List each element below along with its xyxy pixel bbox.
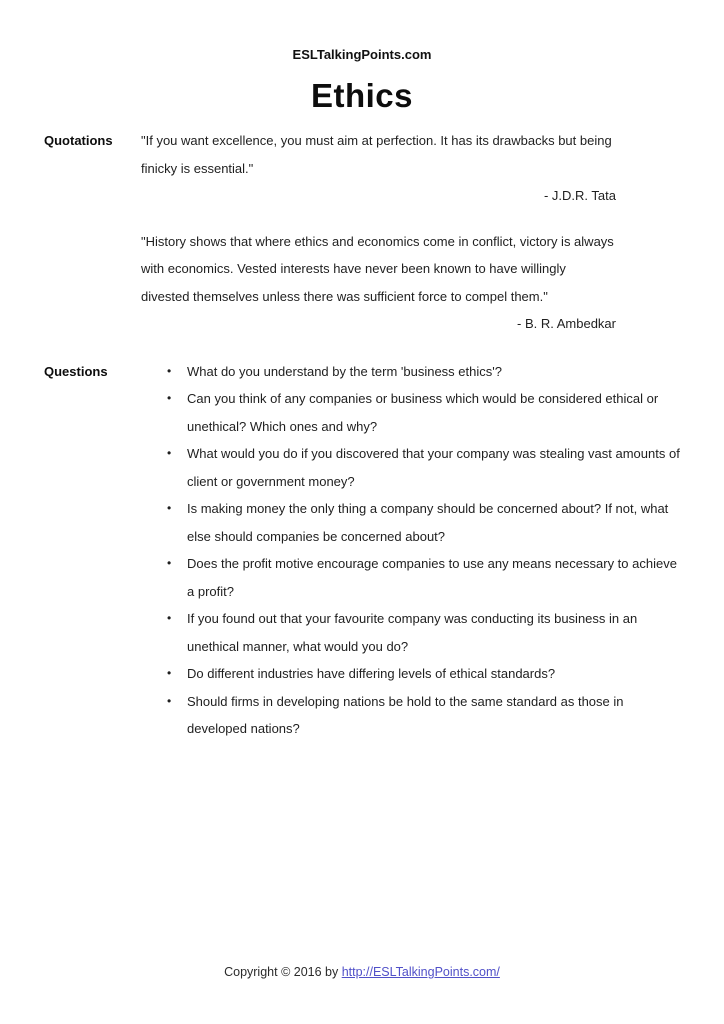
bullet-icon: •	[167, 391, 172, 405]
quotation-attribution: - J.D.R. Tata	[543, 188, 616, 203]
bullet-icon: •	[167, 446, 172, 460]
bullet-icon: •	[167, 363, 172, 378]
question-item	[141, 385, 681, 440]
question-text: Should firms in developing nations be hold to the same standard as those in developed nations?	[187, 693, 624, 736]
question-item	[141, 358, 681, 386]
page-footer	[0, 963, 724, 981]
questions-section	[44, 358, 724, 743]
question-item	[141, 495, 681, 550]
bullet-icon: •	[167, 556, 172, 570]
quotation-item	[141, 228, 724, 338]
question-list	[141, 358, 724, 743]
questions-label: Questions	[44, 363, 108, 379]
bullet-icon: •	[167, 611, 172, 625]
quotation-text: "History shows that where ethics and economics come in conflict, victory is always with economics. Vested interests have never been known to have willingly divested themselves unless there was sufficient force to compel them."	[141, 233, 614, 304]
bullet-icon: •	[167, 501, 172, 515]
question-text: What do you understand by the term 'business ethics'?	[187, 363, 502, 379]
quotation-item	[141, 127, 724, 210]
bullet-icon: •	[167, 666, 172, 680]
question-item	[141, 605, 681, 660]
quotations-section	[44, 127, 724, 338]
quotation-text: "If you want excellence, you must aim at perfection. It has its drawbacks but being finicky is essential."	[141, 133, 612, 176]
question-item	[141, 688, 681, 743]
question-item	[141, 660, 681, 688]
question-text: Do different industries have differing levels of ethical standards?	[187, 666, 556, 681]
question-text: Is making money the only thing a company should be concerned about? If not, what else should companies be concerned about?	[187, 501, 669, 544]
question-item	[141, 550, 681, 605]
question-text: What would you do if you discovered that your company was stealing vast amounts of client or government money?	[187, 446, 680, 489]
quotation-attribution: - B. R. Ambedkar	[517, 316, 616, 331]
copyright-text: Copyright © 2016 by	[224, 965, 342, 979]
quotations-label: Quotations	[44, 133, 113, 148]
question-text: Does the profit motive encourage companies to use any means necessary to achieve a profit?	[187, 556, 677, 599]
site-name: ESLTalkingPoints.com	[292, 47, 432, 62]
question-text: If you found out that your favourite company was conducting its business in an unethical manner, what would you do?	[187, 611, 638, 654]
footer-link[interactable]: http://ESLTalkingPoints.com/	[341, 965, 500, 979]
page-title: Ethics	[310, 77, 414, 114]
question-text: Can you think of any companies or business which would be considered ethical or unethical? Which ones and why?	[187, 391, 659, 434]
question-item	[141, 440, 681, 495]
bullet-icon: •	[167, 693, 172, 708]
